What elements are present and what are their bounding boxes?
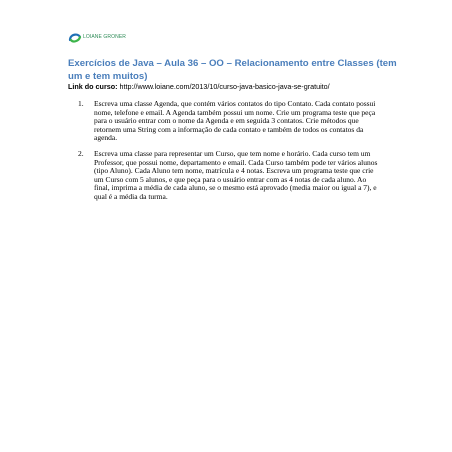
course-link-line — [68, 82, 408, 91]
exercise-text: Escreva uma classe Agenda, que contém vários contatos do tipo Contato. Cada contato possui nome, telefone e email. A Agenda também possui um nome. Crie um programa teste que peça para o usuário entrar com o nome da Agenda e em seguida 3 contatos. Crie métodos que retornem uma String com a informação de cada contato e também de todos os contatos da agenda. — [94, 99, 376, 143]
logo — [68, 31, 130, 47]
document-title: Exercícios de Java – Aula 36 – OO – Relacionamento entre Classes (tem um e tem muitos) — [68, 58, 397, 82]
course-link-url[interactable]: http://www.loiane.com/2013/10/curso-java-basico-java-se-gratuito/ — [119, 82, 330, 91]
exercise-number: 2. — [78, 148, 84, 158]
exercise-number: 1. — [78, 99, 84, 108]
exercise-list — [78, 100, 378, 209]
exercise-item — [78, 150, 378, 202]
logo-text: LOIANE GRONER — [83, 34, 126, 40]
logo-swirl-icon — [68, 31, 82, 45]
exercise-text: Escreva uma classe para representar um Curso, que tem nome e horário. Cada curso tem um Professor, que possui nome, departamento e email. Cada Curso também pode ter vários alunos (tipo Aluno). Cada Aluno tem nome, matrícula e 4 notas. Escreva um programa teste que crie um Curso com 5 alunos, e que peça para o usuário entrar com as 4 notas de cada aluno. Ao final, imprima a média de cada aluno, se o mesmo está aprovado (media maior ou igual a 7), e qual é a média da turma. — [94, 148, 378, 201]
course-link-label: Link do curso: — [68, 82, 118, 91]
exercise-item — [78, 100, 378, 143]
